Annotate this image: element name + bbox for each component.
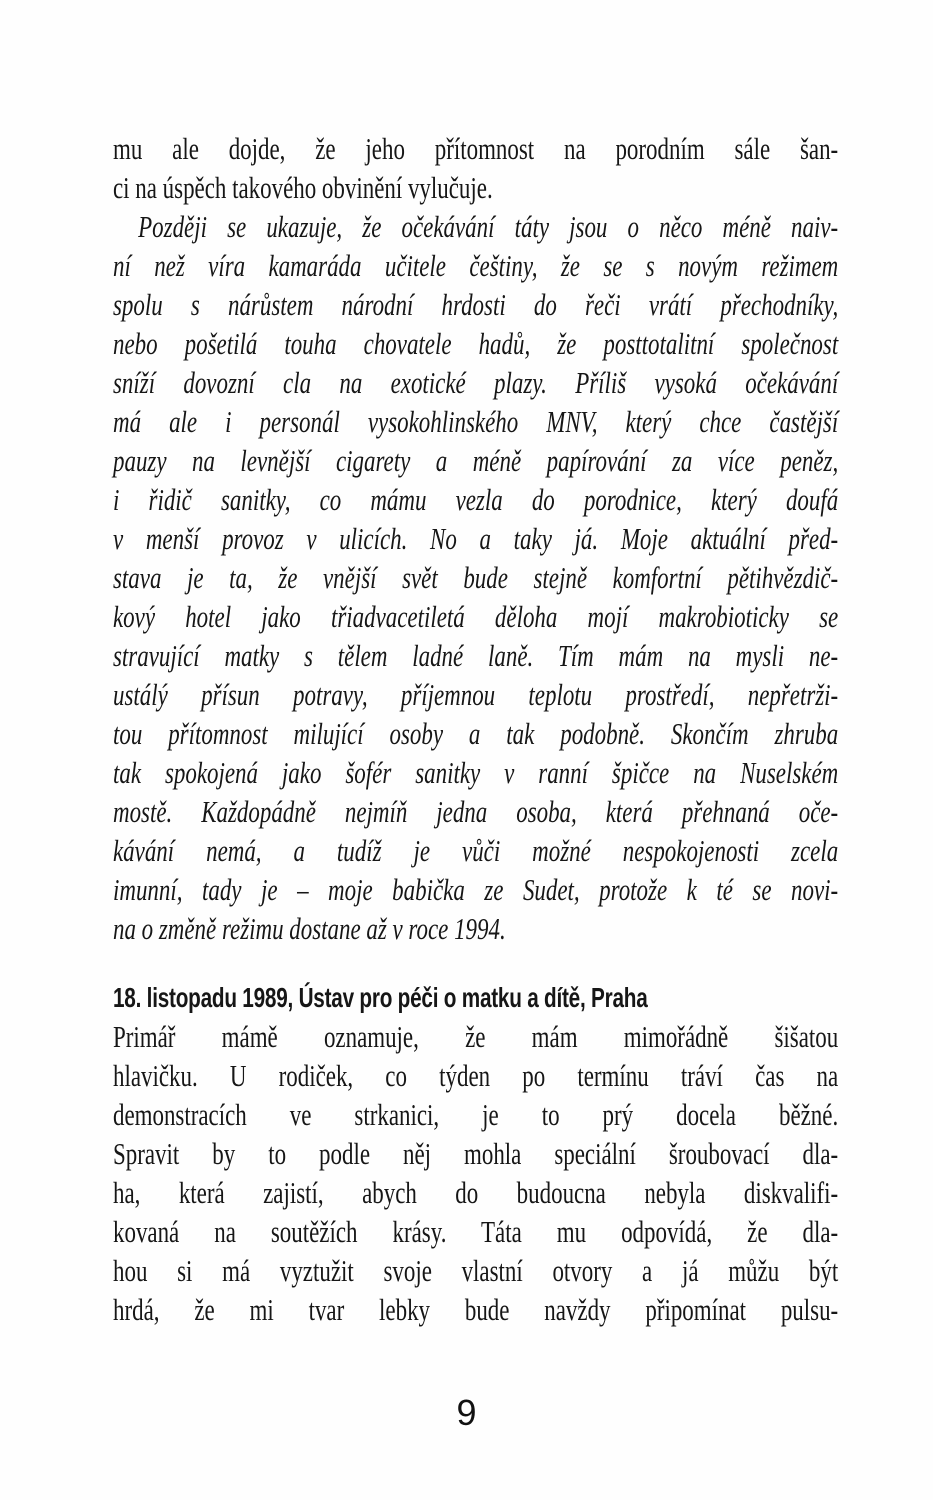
paragraph xyxy=(113,1017,838,1329)
text-line: kovaná na soutěžích krásy. Táta mu odpovídá, že dla- xyxy=(113,1214,839,1249)
paragraph xyxy=(113,207,838,948)
text-line: hou si má vyztužit svoje vlastní otvory a já můžu být xyxy=(113,1253,839,1288)
text-line: imunní, tady je – moje babička ze Sudet, protože k té se novi- xyxy=(113,872,839,907)
text-line: kový hotel jako třiadvacetiletá děloha mojí makrobioticky se xyxy=(113,599,839,634)
text-line: ha, která zajistí, abych do budoucna nebyla diskvalifi- xyxy=(113,1175,839,1210)
text-line: nebo pošetilá touha chovatele hadů, že posttotalitní společnost xyxy=(113,326,839,361)
section-heading xyxy=(113,978,838,1017)
text-line: má ale i personál vysokohlinského MNV, který chce častější xyxy=(113,404,839,439)
page-number: 9 xyxy=(456,1392,477,1433)
text-line: ustálý přísun potravy, příjemnou teplotu prostředí, nepřetrži- xyxy=(113,677,839,712)
text-line: ci na úspěch takového obvinění vylučuje. xyxy=(113,170,493,205)
text-line: Později se ukazuje, že očekávání táty jsou o něco méně naiv- xyxy=(138,209,839,244)
text-line: mostě. Každopádně nejmíň jedna osoba, která přehnaná oče- xyxy=(113,794,839,829)
text-line: Primář mámě oznamuje, že mám mimořádně šišatou xyxy=(113,1019,839,1054)
text-line: tou přítomnost milující osoby a tak podobně. Skončím zhruba xyxy=(113,716,839,751)
paragraph xyxy=(113,129,838,207)
text-line: spolu s nárůstem národní hrdosti do řeči vrátí přechodníky, xyxy=(113,287,839,322)
text-line: 18. listopadu 1989, Ústav pro péči o matku a dítě, Praha xyxy=(113,982,648,1013)
text-line: i řidič sanitky, co mámu vezla do porodnice, který doufá xyxy=(113,482,839,517)
text-line: tak spokojená jako šofér sanitky v ranní špičce na Nuselském xyxy=(113,755,839,790)
text-line: ní než víra kamaráda učitele češtiny, že se s novým režimem xyxy=(113,248,839,283)
text-line: Spravit by to podle něj mohla speciální šroubovací dla- xyxy=(113,1136,839,1171)
text-line: stravující matky s tělem ladné laně. Tím mám na mysli ne- xyxy=(113,638,839,673)
text-line: hrdá, že mi tvar lebky bude navždy připomínat pulsu- xyxy=(113,1292,839,1327)
text-line: mu ale dojde, že jeho přítomnost na porodním sále šan- xyxy=(113,131,839,166)
text-line: stava je ta, že vnější svět bude stejně komfortní pětihvězdič- xyxy=(113,560,839,595)
text-line: kávání nemá, a tudíž je vůči možné nespokojenosti zcela xyxy=(113,833,839,868)
page-text-block xyxy=(113,129,838,1329)
text-line: v menší provoz v ulicích. No a taky já. Moje aktuální před- xyxy=(113,521,839,556)
text-line: na o změně režimu dostane až v roce 1994. xyxy=(113,911,506,946)
text-line: pauzy na levnější cigarety a méně papírování za více peněz, xyxy=(113,443,839,478)
text-line: demonstracích ve strkanici, je to prý docela běžné. xyxy=(113,1097,839,1132)
text-line: hlavičku. U rodiček, co týden po termínu tráví čas na xyxy=(113,1058,839,1093)
text-line: sníží dovozní cla na exotické plazy. Příliš vysoká očekávání xyxy=(113,365,839,400)
